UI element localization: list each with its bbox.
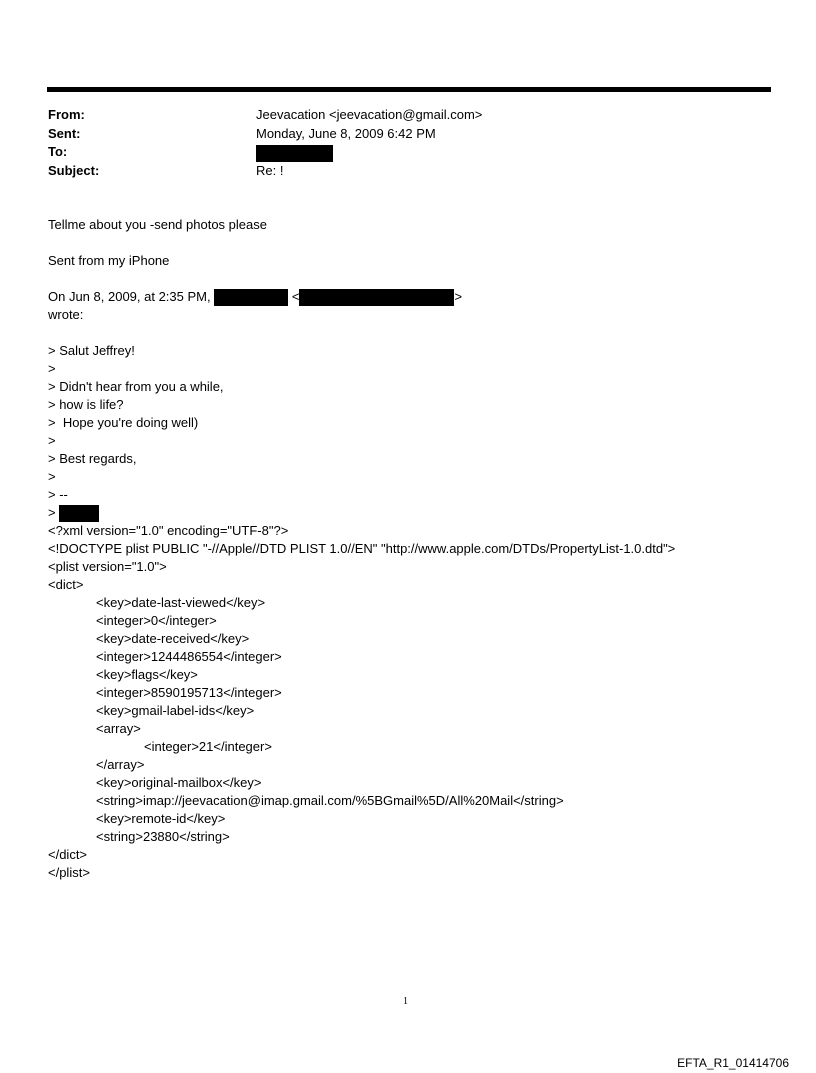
- quoted-line: > Best regards,: [48, 451, 137, 466]
- header-rule: [47, 87, 771, 92]
- quoted-line: > how is life?: [48, 397, 124, 412]
- plist-line: <key>date-last-viewed</key>: [96, 595, 266, 610]
- plist-line: <integer>8590195713</integer>: [96, 685, 282, 700]
- quote-intro-gt: >: [454, 289, 463, 304]
- redaction-box: [256, 145, 333, 162]
- plist-line: </array>: [96, 757, 145, 772]
- plist-line: <plist version="1.0">: [48, 559, 167, 574]
- plist-line: <integer>21</integer>: [144, 739, 272, 754]
- quote-intro-lt: <: [288, 289, 300, 304]
- quote-intro-wrote: wrote:: [48, 307, 84, 322]
- plist-line: <key>flags</key>: [96, 667, 198, 682]
- plist-line: <string>imap://jeevacation@imap.gmail.com/%5BGmail%5D/All%20Mail</string>: [96, 793, 564, 808]
- plist-line: <string>23880</string>: [96, 829, 230, 844]
- sent-value: Monday, June 8, 2009 6:42 PM: [256, 125, 436, 141]
- page-number: 1: [403, 996, 408, 1007]
- plist-line: <?xml version="1.0" encoding="UTF-8"?>: [48, 523, 289, 538]
- bates-number: EFTA_R1_01414706: [677, 1056, 789, 1070]
- quoted-line: >: [48, 433, 56, 448]
- from-label: From:: [48, 107, 85, 122]
- plist-line: </plist>: [48, 865, 90, 880]
- quoted-line: >: [48, 361, 56, 376]
- plist-line: <dict>: [48, 577, 84, 592]
- quote-intro-text: On Jun 8, 2009, at 2:35 PM,: [48, 289, 215, 304]
- plist-line: <array>: [96, 721, 141, 736]
- redaction-box: [299, 289, 454, 306]
- quoted-line: > --: [48, 487, 68, 502]
- plist-line: <key>remote-id</key>: [96, 811, 226, 826]
- plist-line: <key>gmail-label-ids</key>: [96, 703, 255, 718]
- signature-line: Sent from my iPhone: [48, 253, 170, 268]
- email-body: [48, 216, 788, 882]
- subject-value: Re: !: [256, 162, 284, 178]
- plist-line: <key>date-received</key>: [96, 631, 250, 646]
- quote-intro: [48, 288, 788, 306]
- to-value: [256, 144, 333, 162]
- body-line: Tellme about you -send photos please: [48, 217, 267, 232]
- plist-line: <integer>1244486554</integer>: [96, 649, 282, 664]
- sent-label: Sent:: [48, 125, 81, 141]
- quoted-line: > Salut Jeffrey!: [48, 343, 135, 358]
- plist-line: </dict>: [48, 847, 88, 862]
- to-label: To:: [48, 144, 68, 159]
- plist-line: <!DOCTYPE plist PUBLIC "-//Apple//DTD PLIST 1.0//EN" "http://www.apple.com/DTDs/PropertyList-1.0.dtd">: [48, 541, 676, 556]
- redaction-box: [214, 289, 288, 306]
- redaction-box: [59, 505, 99, 522]
- from-value: Jeevacation <jeevacation@gmail.com>: [256, 107, 483, 122]
- quoted-prefix: >: [48, 505, 60, 520]
- quoted-line: > Hope you're doing well): [48, 415, 199, 430]
- quoted-line: > Didn't hear from you a while,: [48, 379, 224, 394]
- plist-line: <integer>0</integer>: [96, 613, 217, 628]
- plist-line: <key>original-mailbox</key>: [96, 775, 262, 790]
- subject-label: Subject:: [48, 162, 100, 178]
- quoted-line: >: [48, 469, 56, 484]
- quoted-line: [48, 504, 788, 522]
